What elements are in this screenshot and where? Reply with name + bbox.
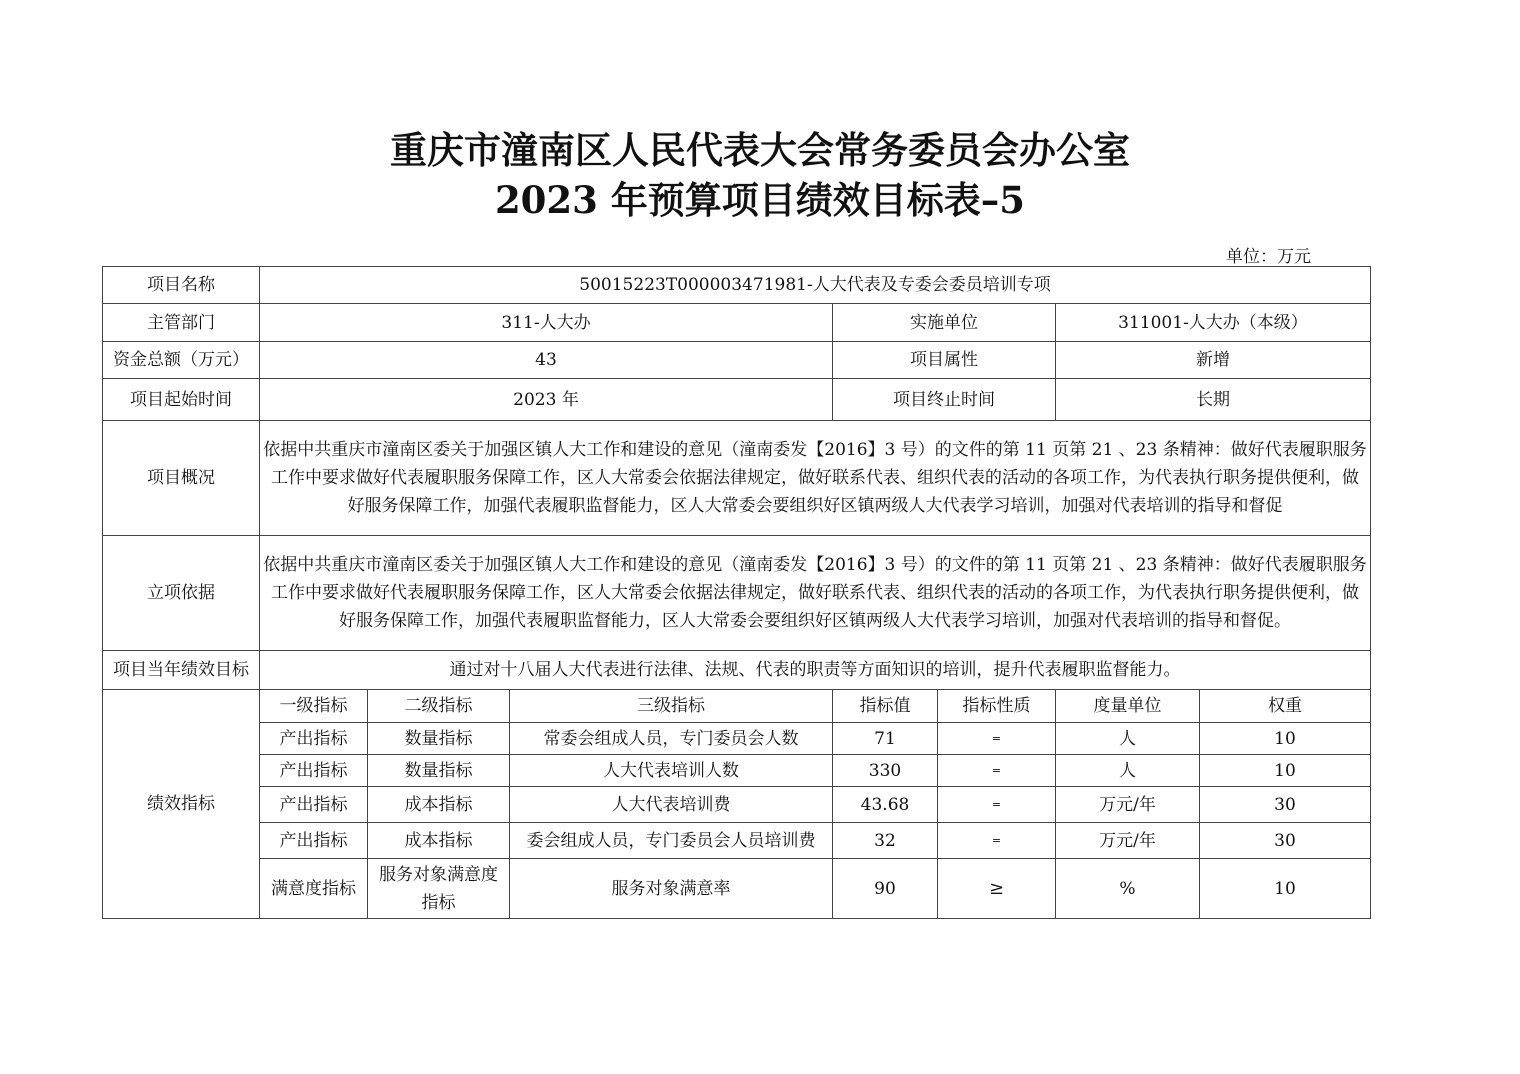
project-name-label: 项目名称 [103,267,260,304]
indicator-value: 90 [833,859,938,919]
indicator-level3: 常委会组成人员，专门委员会人数 [510,723,833,755]
title-line-2: 2023 年预算项目绩效目标表–5 [494,178,1026,222]
indicator-nature: = [938,755,1056,787]
dept-label: 主管部门 [103,304,260,342]
indicator-row [103,823,1371,859]
dept-value: 311-人大办 [260,304,833,342]
indicator-level1: 产出指标 [260,723,368,755]
indicator-unit: % [1056,859,1200,919]
indicator-header-row [103,690,1371,723]
indicator-weight: 30 [1200,787,1371,823]
indicator-unit: 人 [1056,755,1200,787]
attr-value: 新增 [1056,342,1371,379]
indicator-level2: 成本指标 [368,787,510,823]
indicator-value: 43.68 [833,787,938,823]
indicator-level1: 产出指标 [260,823,368,859]
indicator-nature: = [938,823,1056,859]
row-basis [103,536,1371,651]
indicator-nature: ≥ [938,859,1056,919]
indicator-value: 71 [833,723,938,755]
indicator-level3: 人大代表培训费 [510,787,833,823]
indicator-level3: 委会组成人员，专门委员会人员培训费 [510,823,833,859]
indicator-weight: 10 [1200,723,1371,755]
indicator-row [103,859,1371,919]
indicator-weight: 10 [1200,859,1371,919]
row-goal [103,651,1371,690]
indicator-nature: = [938,787,1056,823]
goal-label: 项目当年绩效目标 [103,651,260,690]
goal-text: 通过对十八届人大代表进行法律、法规、代表的职责等方面知识的培训，提升代表履职监督能力。 [260,651,1371,690]
indicator-unit: 万元/年 [1056,823,1200,859]
indicator-weight: 10 [1200,755,1371,787]
header-nature: 指标性质 [938,690,1056,723]
header-level3: 三级指标 [510,690,833,723]
basis-text: 依据中共重庆市潼南区委关于加强区镇人大工作和建设的意见（潼南委发【2016】3 号）的文件的第 11 页第 21 、23 条精神：做好代表履职服务工作中要求做好代表履职服务保障工作，区人大常委会依据法律规定，做好联系代表、组织代表的活动的各项工作，为代表执行职务提供便利，做好服务保障工作，加强代表履职监督能力，区人大常委会要组织好区镇两级人大代表学习培训，加强对代表培训的指导和督促。 [260,536,1371,651]
title-line-1: 重庆市潼南区人民代表大会常务委员会办公室 [390,128,1130,172]
overview-label: 项目概况 [103,421,260,536]
indicator-row [103,755,1371,787]
indicator-level1: 产出指标 [260,755,368,787]
basis-label: 立项依据 [103,536,260,651]
overview-text: 依据中共重庆市潼南区委关于加强区镇人大工作和建设的意见（潼南委发【2016】3 号）的文件的第 11 页第 21 、23 条精神：做好代表履职服务工作中要求做好代表履职服务保障工作，区人大常委会依据法律规定，做好联系代表、组织代表的活动的各项工作，为代表执行职务提供便利，做好服务保障工作，加强代表履职监督能力，区人大常委会要组织好区镇两级人大代表学习培训，加强对代表培训的指导和督促 [260,421,1371,536]
indicator-value: 330 [833,755,938,787]
row-fund [103,342,1371,379]
fund-label: 资金总额（万元） [103,342,260,379]
indicator-unit: 人 [1056,723,1200,755]
indicator-level3: 服务对象满意率 [510,859,833,919]
indicator-weight: 30 [1200,823,1371,859]
start-value: 2023 年 [260,379,833,421]
end-value: 长期 [1056,379,1371,421]
indicator-unit: 万元/年 [1056,787,1200,823]
performance-table [102,266,1371,919]
indicator-level2: 数量指标 [368,723,510,755]
header-unit: 度量单位 [1056,690,1200,723]
indicator-row [103,723,1371,755]
header-level2: 二级指标 [368,690,510,723]
fund-value: 43 [260,342,833,379]
attr-label: 项目属性 [833,342,1056,379]
indicator-nature: = [938,723,1056,755]
project-name-value: 50015223T000003471981-人大代表及专委会委员培训专项 [260,267,1371,304]
indicator-level2: 服务对象满意度指标 [368,859,510,919]
row-project-name [103,267,1371,304]
row-overview [103,421,1371,536]
impl-label: 实施单位 [833,304,1056,342]
header-value: 指标值 [833,690,938,723]
row-department [103,304,1371,342]
start-label: 项目起始时间 [103,379,260,421]
indicator-level2: 成本指标 [368,823,510,859]
indicator-level1: 满意度指标 [260,859,368,919]
unit-label: 单位：万元 [1226,247,1311,267]
end-label: 项目终止时间 [833,379,1056,421]
indicator-row [103,787,1371,823]
indicators-section-label: 绩效指标 [103,690,260,919]
row-time [103,379,1371,421]
indicator-value: 32 [833,823,938,859]
header-level1: 一级指标 [260,690,368,723]
impl-value: 311001-人大办（本级） [1056,304,1371,342]
header-weight: 权重 [1200,690,1371,723]
indicator-level3: 人大代表培训人数 [510,755,833,787]
indicator-level1: 产出指标 [260,787,368,823]
indicator-level2: 数量指标 [368,755,510,787]
